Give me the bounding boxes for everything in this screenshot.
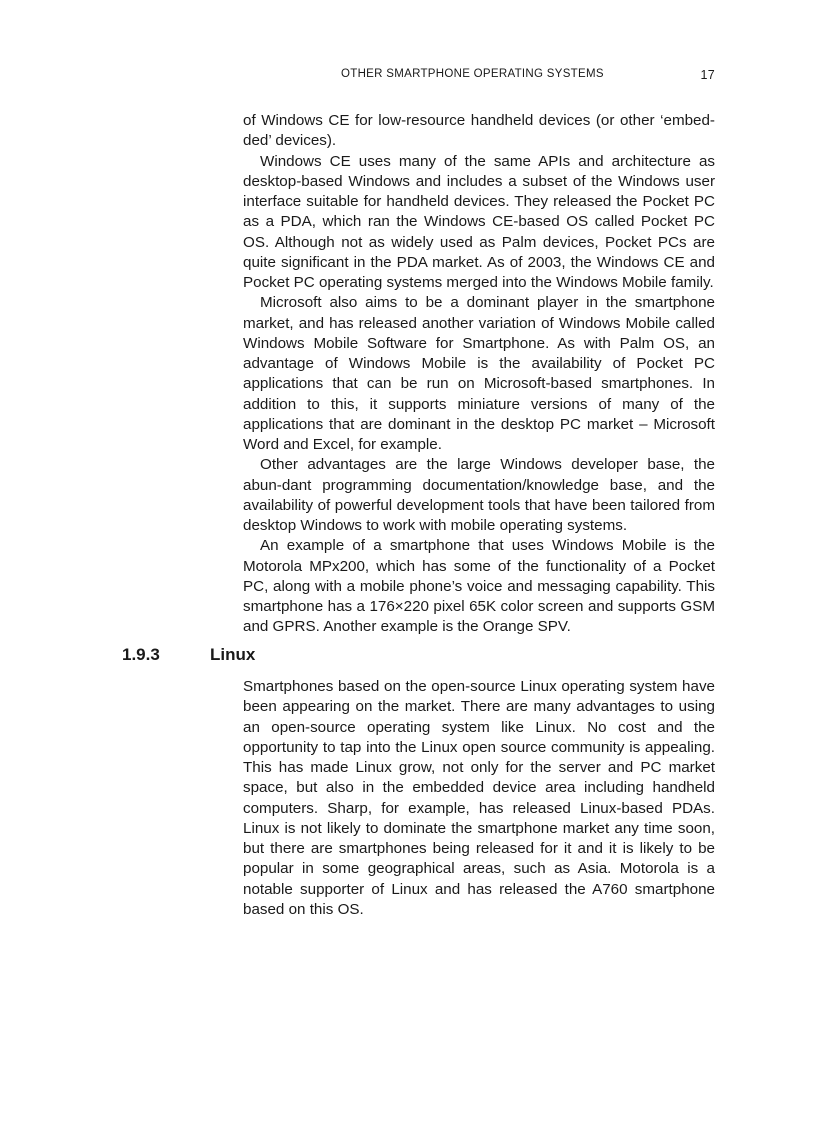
section-number: 1.9.3 (122, 645, 160, 664)
running-head (243, 68, 715, 86)
paragraph: of Windows CE for low-resource handheld devices (or other ‘embed-ded’ devices). (243, 112, 715, 150)
linux-section-text (243, 677, 715, 920)
paragraph: Microsoft also aims to be a dominant player in the smartphone market, and has released another variation of Windows Mobile called Windows Mobile Software for Smartphone. As with Palm OS, an advantage of Windows Mobile is the availability of Pocket PC applications that can be run on Microsoft-based smartphones. In addition to this, it supports miniature versions of many of the applications that are dominant in the desktop PC market – Microsoft Word and Excel, for example. (243, 294, 715, 453)
section-title: Linux (210, 645, 256, 664)
paragraph: Windows CE uses many of the same APIs and architecture as desktop-based Windows and includes a subset of the Windows user interface suitable for handheld devices. They released the Pocket PC as a PDA, which ran the Windows CE-based OS called Pocket PC OS. Although not as widely used as Palm devices, Pocket PCs are quite significant in the PDA market. As of 2003, the Windows CE and Pocket PC operating systems merged into the Windows Mobile family. (243, 152, 715, 291)
paragraph: Other advantages are the large Windows developer base, the abun-dant programming documentation/knowledge base, and the availability of powerful development tools that have been tailored from desktop Windows to work with mobile operating systems. (243, 456, 715, 534)
page-number: 17 (700, 68, 715, 82)
paragraph: Smartphones based on the open-source Linux operating system have been appearing on the market. There are many advantages to using an open-source operating system like Linux. No cost and the opportunity to tap into the Linux open source community is appealing. This has made Linux grow, not only for the server and PC market space, but also in the embedded device area including handheld computers. Sharp, for example, has released Linux-based PDAs. Linux is not likely to dominate the smartphone market any time soon, but there are smartphones being released for it and it is likely to be popular in some geographical areas, such as Asia. Motorola is a notable supporter of Linux and has released the A760 smartphone based on this OS. (243, 678, 715, 918)
windows-mobile-text (243, 111, 715, 638)
running-title: OTHER SMARTPHONE OPERATING SYSTEMS (341, 68, 604, 80)
section-heading (122, 645, 255, 665)
paragraph: An example of a smartphone that uses Windows Mobile is the Motorola MPx200, which has some of the functionality of a Pocket PC, along with a mobile phone’s voice and messaging capability. This smartphone has a 176×220 pixel 65K color screen and supports GSM and GPRS. Another example is the Orange SPV. (243, 537, 715, 636)
